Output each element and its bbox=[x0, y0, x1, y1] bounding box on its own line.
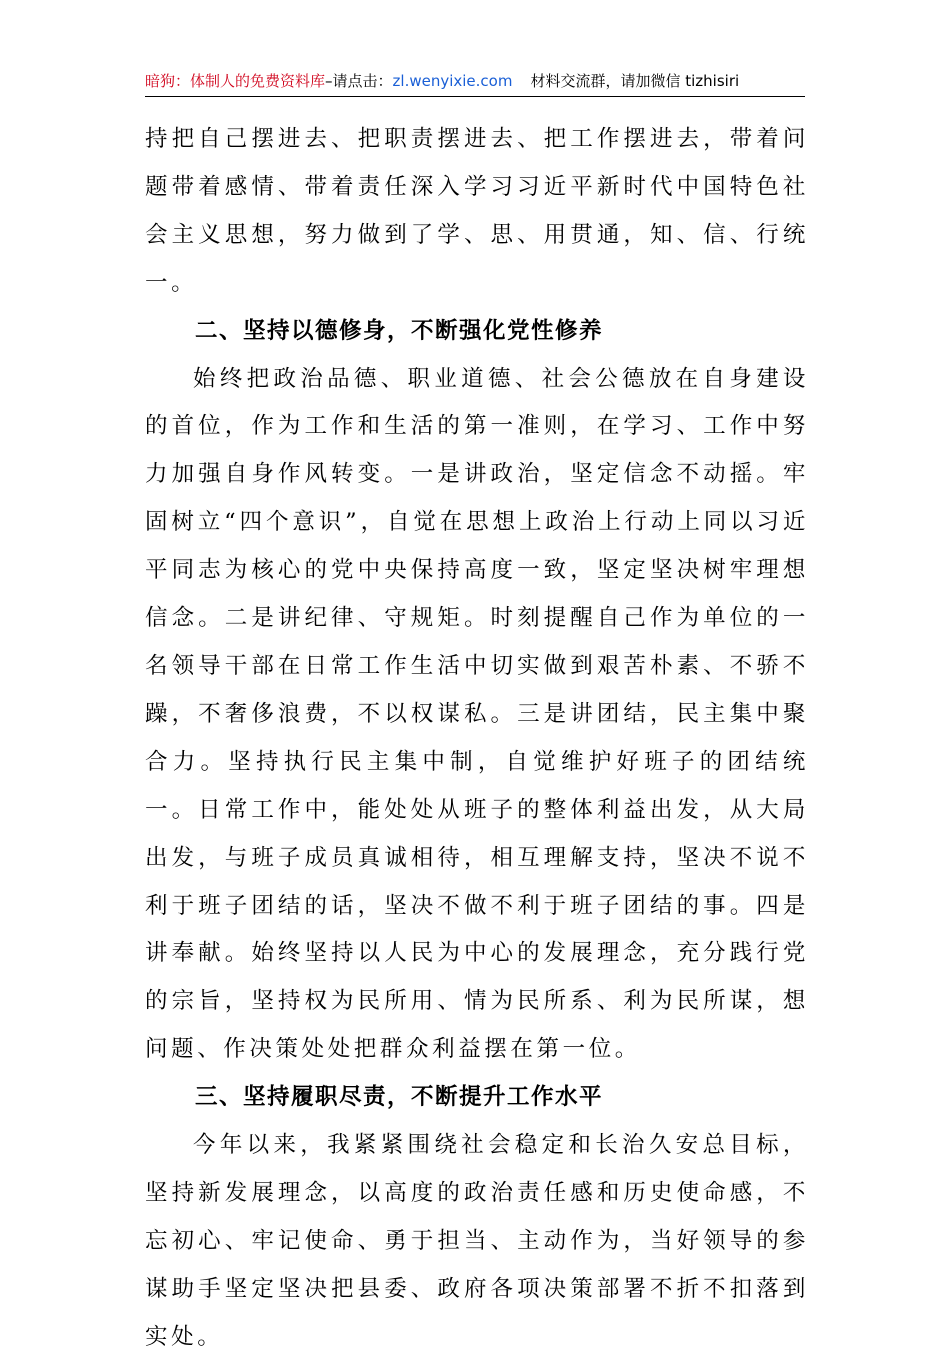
section-heading-3: 三、坚持履职尽责，不断提升工作水平 bbox=[195, 1084, 604, 1111]
paragraph-2: 始终把政治品德、职业道德、社会公德放在自身建设的首位，作为工作和生活的第一准则，在学习、工作中努力加强自身作风转变。一是讲政治，坚定信念不动摇。牢固树立“四个意识”，自觉在思想上政治上行动上同以习近平同志为核心的党中央保持高度一致，坚定坚决树牢理想信念。二是讲纪律、守规矩。时刻提醒自己作为单位的一名领导干部在日常工作生活中切实做到艰苦朴素、不骄不躁，不奢侈浪费，不以权谋私。三是讲团结，民主集中聚合力。坚持执行民主集中制，自觉维护好班子的团结统一。日常工作中，能处处从班子的整体利益出发，从大局出发，与班子成员真诚相待，相互理解支持，坚决不说不利于班子团结的话，坚决不做不利于班子团结的事。四是讲奉献。始终坚持以人民为中心的发展理念，充分践行党的宗旨，坚持权为民所用、情为民所系、利为民所谋，想问题、作决策处处把群众利益摆在第一位。 bbox=[145, 365, 809, 1063]
document-body bbox=[145, 116, 809, 1362]
paragraph-1: 持把自己摆进去、把职责摆进去、把工作摆进去，带着问题带着感情、带着责任深入学习习近平新时代中国特色社会主义思想，努力做到了学、思、用贯通，知、信、行统一。 bbox=[145, 126, 809, 296]
header-link[interactable]: zl.wenyixie.com bbox=[392, 72, 513, 90]
header-site-name: 暗狗：体制人的免费资料库 bbox=[145, 72, 326, 90]
header-prompt: –请点击： bbox=[325, 72, 393, 90]
section-heading-2: 二、坚持以德修身，不断强化党性修养 bbox=[195, 317, 604, 344]
page-header bbox=[145, 70, 805, 97]
header-group-info: 材料交流群，请加微信 tizhisiri bbox=[530, 72, 740, 90]
paragraph-3: 今年以来，我紧紧围绕社会稳定和长治久安总目标，坚持新发展理念，以高度的政治责任感和历史使命感，不忘初心、牢记使命、勇于担当、主动作为，当好领导的参谋助手坚定坚决把县委、政府各项决策部署不折不扣落到实处。 bbox=[145, 1132, 809, 1350]
